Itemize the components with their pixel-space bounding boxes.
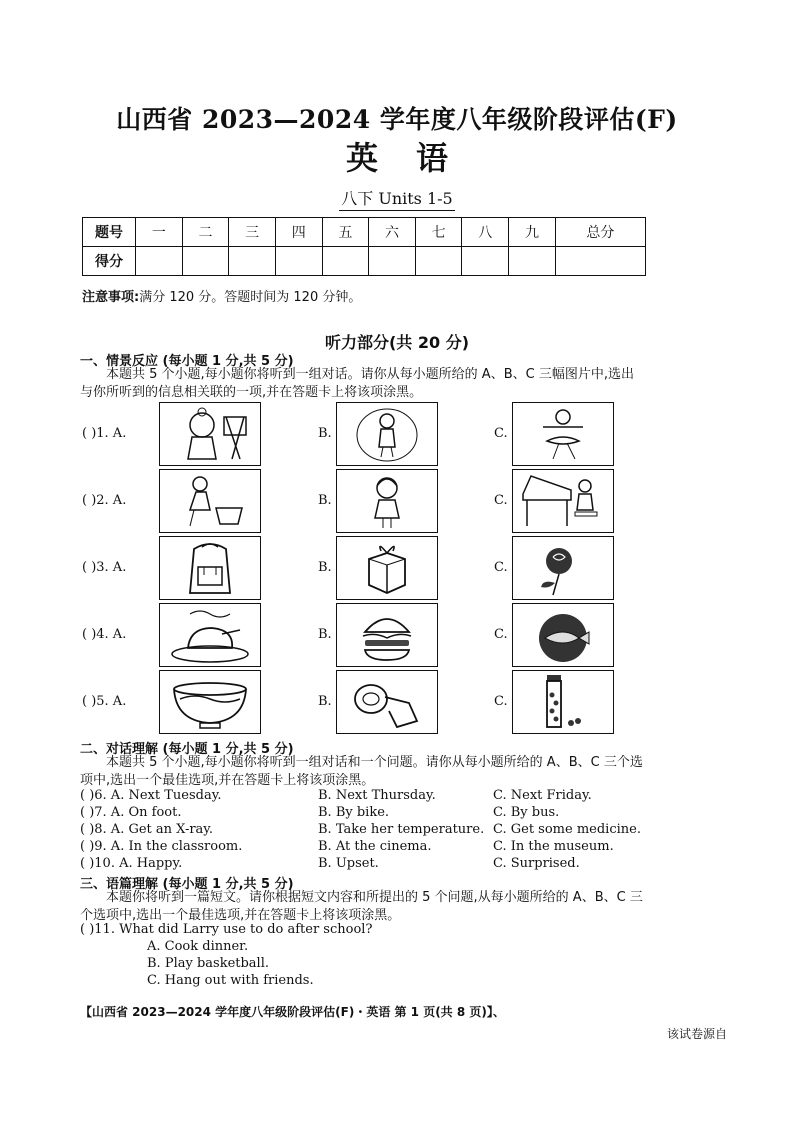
fish-dish-icon xyxy=(513,604,613,666)
q6-option-a: ( )6. A. Next Tuesday. xyxy=(80,788,222,803)
q6-option-c: C. Next Friday. xyxy=(493,788,592,803)
notice-label: 注意事项: xyxy=(82,290,140,305)
q2-option-b-image xyxy=(336,469,438,533)
q4-b-label: B. xyxy=(318,627,332,642)
q5-option-b-image xyxy=(336,670,438,734)
score-header-cell: 四 xyxy=(275,218,322,247)
q9-option-a: ( )9. A. In the classroom. xyxy=(80,839,243,854)
q10-option-b: B. Upset. xyxy=(318,856,379,871)
score-header-cell: 五 xyxy=(322,218,369,247)
score-cell xyxy=(369,247,416,276)
q4-option-b-image xyxy=(336,603,438,667)
notice-text: 满分 120 分。答题时间为 120 分钟。 xyxy=(139,290,362,305)
score-header-cell: 七 xyxy=(415,218,462,247)
q2-b-label: B. xyxy=(318,493,332,508)
q5-label: ( )5. A. xyxy=(82,694,127,709)
q2-option-a-image xyxy=(159,469,261,533)
q11-option-a: A. Cook dinner. xyxy=(147,939,249,954)
girl-washing-clothes-icon xyxy=(160,470,260,532)
girl-jumping-rope-icon xyxy=(337,403,437,465)
gift-box-icon xyxy=(337,537,437,599)
part2-heading: 二、对话理解 (每小题 1 分,共 5 分) xyxy=(80,742,294,757)
units-text: 八下 Units 1-5 xyxy=(339,189,455,211)
q7-option-a: ( )7. A. On foot. xyxy=(80,805,182,820)
score-table xyxy=(82,217,646,276)
listening-section-title: 听力部分(共 20 分) xyxy=(324,333,470,352)
q1-option-b-image xyxy=(336,402,438,466)
q8-option-b: B. Take her temperature. xyxy=(318,822,485,837)
q3-label: ( )3. A. xyxy=(82,560,127,575)
backpack-icon xyxy=(160,537,260,599)
exam-units xyxy=(0,186,794,209)
q3-option-c-image xyxy=(512,536,614,600)
q10-option-a: ( )10. A. Happy. xyxy=(80,856,183,871)
score-header-cell: 六 xyxy=(369,218,416,247)
part2-instructions: 本题共 5 个小题,每小题你将听到一组对话和一个问题。请你从每小题所给的 A、B、C 三个选项中,选出一个最佳选项,并在答题卡上将该项涂黑。 xyxy=(80,755,643,788)
q5-b-label: B. xyxy=(318,694,332,709)
score-cell xyxy=(136,247,183,276)
q9-option-b: B. At the cinema. xyxy=(318,839,432,854)
score-header-cell: 一 xyxy=(136,218,183,247)
roast-chicken-icon xyxy=(160,604,260,666)
score-cell xyxy=(462,247,509,276)
q5-option-c-image xyxy=(512,670,614,734)
q5-c-label: C. xyxy=(494,694,508,709)
q4-label: ( )4. A. xyxy=(82,627,127,642)
part1-heading: 一、情景反应 (每小题 1 分,共 5 分) xyxy=(80,354,294,369)
q11-stem: ( )11. What did Larry use to do after school? xyxy=(80,922,373,937)
score-cell xyxy=(182,247,229,276)
source-note: 该试卷源自 xyxy=(667,1027,728,1041)
notice xyxy=(82,286,361,305)
q11-option-b: B. Play basketball. xyxy=(147,956,270,971)
girl-playing-piano-icon xyxy=(513,470,613,532)
q1-c-label: C. xyxy=(494,426,508,441)
scarf-icon xyxy=(337,671,437,733)
q9-option-c: C. In the museum. xyxy=(493,839,614,854)
q2-c-label: C. xyxy=(494,493,508,508)
score-header-cell: 九 xyxy=(509,218,556,247)
girl-painting-icon xyxy=(160,403,260,465)
score-header-cell: 题号 xyxy=(83,218,136,247)
girl-dancing-ballet-icon xyxy=(513,403,613,465)
q1-option-c-image xyxy=(512,402,614,466)
q1-b-label: B. xyxy=(318,426,332,441)
part3-heading: 三、语篇理解 (每小题 1 分,共 5 分) xyxy=(80,877,294,892)
q7-option-b: B. By bike. xyxy=(318,805,390,820)
score-cell xyxy=(229,247,276,276)
q3-c-label: C. xyxy=(494,560,508,575)
score-header-cell: 总分 xyxy=(555,218,645,247)
girl-standing-icon xyxy=(337,470,437,532)
q2-option-c-image xyxy=(512,469,614,533)
q1-option-a-image xyxy=(159,402,261,466)
q2-label: ( )2. A. xyxy=(82,493,127,508)
q4-option-c-image xyxy=(512,603,614,667)
q3-option-a-image xyxy=(159,536,261,600)
q11-option-c: C. Hang out with friends. xyxy=(147,973,314,988)
part3-instructions: 本题你将听到一篇短文。请你根据短文内容和所提出的 5 个问题,从每小题所给的 A、B、C 三个选项中,选出一个最佳选项,并在答题卡上将该项涂黑。 xyxy=(80,890,643,923)
page-footer: 【山西省 2023—2024 学年度八年级阶段评估(F)・英语 第 1 页(共 8 页)】、 xyxy=(80,1005,505,1019)
q4-c-label: C. xyxy=(494,627,508,642)
part1-instructions: 本题共 5 个小题,每小题你将听到一组对话。请你从每小题所给的 A、B、C 三幅图片中,选出与你所听到的信息相关联的一项,并在答题卡上将该项涂黑。 xyxy=(80,367,634,400)
q1-label: ( )1. A. xyxy=(82,426,127,441)
score-cell xyxy=(555,247,645,276)
q3-b-label: B. xyxy=(318,560,332,575)
q3-option-b-image xyxy=(336,536,438,600)
score-header-cell: 二 xyxy=(182,218,229,247)
score-cell xyxy=(509,247,556,276)
q8-option-c: C. Get some medicine. xyxy=(493,822,641,837)
q5-option-a-image xyxy=(159,670,261,734)
score-header-cell: 三 xyxy=(229,218,276,247)
rose-icon xyxy=(513,537,613,599)
medicine-bottle-icon xyxy=(513,671,613,733)
score-cell xyxy=(322,247,369,276)
q4-option-a-image xyxy=(159,603,261,667)
q10-option-c: C. Surprised. xyxy=(493,856,580,871)
score-table-score-row xyxy=(83,247,646,276)
q7-option-c: C. By bus. xyxy=(493,805,560,820)
bowl-icon xyxy=(160,671,260,733)
score-cell xyxy=(415,247,462,276)
score-row-label: 得分 xyxy=(83,247,136,276)
q6-option-b: B. Next Thursday. xyxy=(318,788,436,803)
score-header-cell: 八 xyxy=(462,218,509,247)
score-cell xyxy=(275,247,322,276)
exam-title: 山西省 2023—2024 学年度八年级阶段评估(F) xyxy=(116,105,678,134)
score-table-header-row xyxy=(83,218,646,247)
exam-subject: 英语 xyxy=(345,139,486,177)
hamburger-icon xyxy=(337,604,437,666)
q8-option-a: ( )8. A. Get an X-ray. xyxy=(80,822,214,837)
